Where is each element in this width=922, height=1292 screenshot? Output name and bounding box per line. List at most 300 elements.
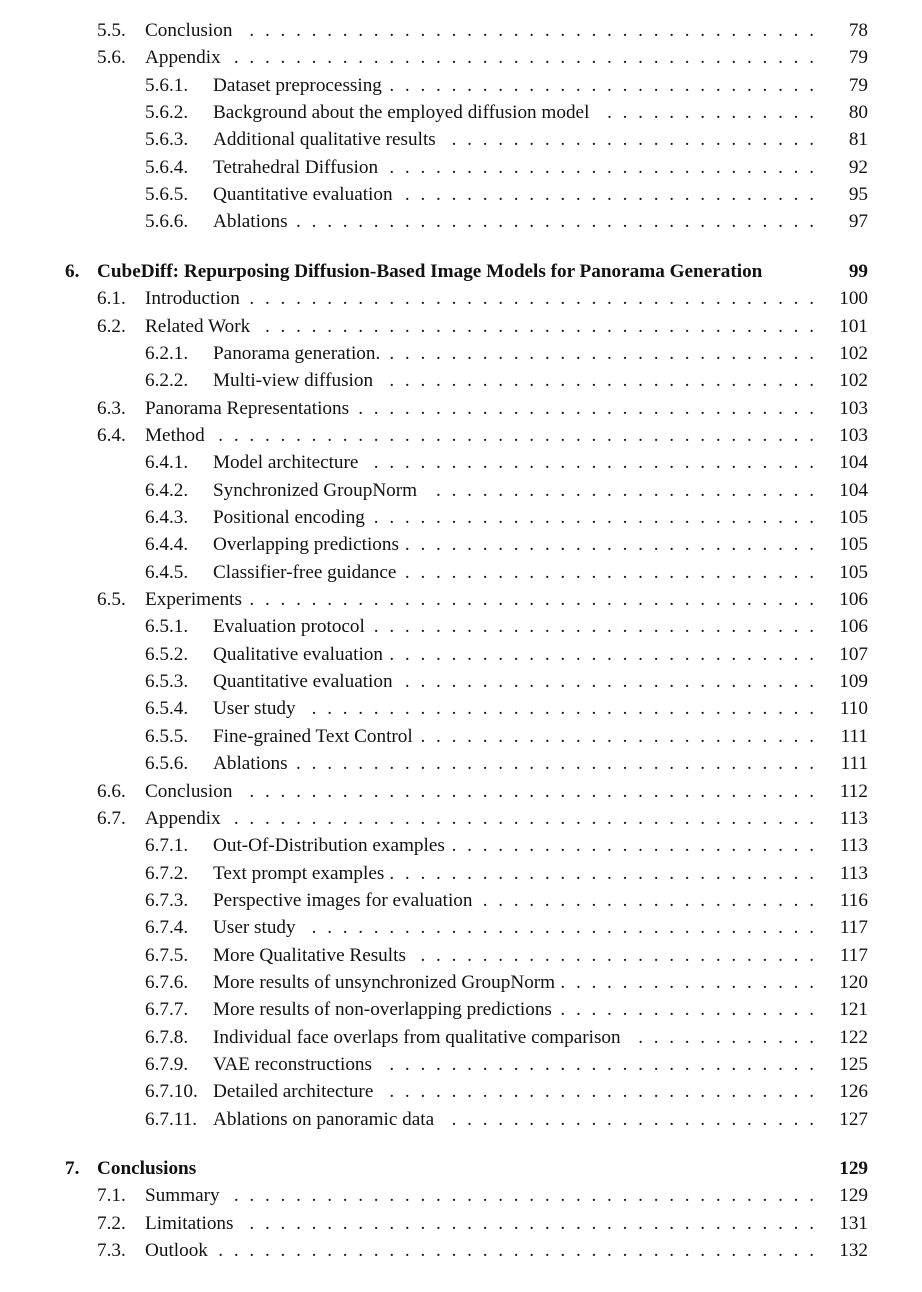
toc-entry-page-number[interactable]: 113 <box>839 862 868 884</box>
leader-dot: . <box>653 780 659 802</box>
toc-entry-subsection[interactable] <box>0 504 922 531</box>
toc-entry-subsection[interactable] <box>0 99 922 126</box>
toc-entry-title[interactable]: Text prompt examples <box>213 862 385 884</box>
leader-dot: . <box>778 1108 783 1130</box>
leader-dot: . <box>715 211 721 233</box>
leader-dot: . <box>591 999 597 1021</box>
leader-dot: . <box>513 20 519 41</box>
leader-dot: . <box>498 835 503 857</box>
leader-dot: . <box>622 561 628 583</box>
leader-dot: . <box>529 452 535 474</box>
leader-dot: . <box>513 616 519 638</box>
leader-dot: . <box>778 534 783 556</box>
toc-entry-page-number[interactable]: 111 <box>840 753 868 775</box>
leader-dot: . <box>435 74 441 96</box>
leader-dot: . <box>622 479 628 501</box>
toc-entry-title[interactable]: Additional qualitative results <box>213 129 436 151</box>
leader-dot: . <box>809 1212 814 1234</box>
leader-dot: . <box>544 184 550 206</box>
leader-dot: . <box>435 862 441 884</box>
toc-entry-subsection[interactable] <box>0 613 922 640</box>
toc-entry-page-number[interactable]: 100 <box>839 288 868 310</box>
toc-entry-title[interactable]: Multi-view diffusion <box>213 370 374 392</box>
leader-dot: . <box>482 753 488 775</box>
toc-entry-title[interactable]: Overlapping predictions <box>213 534 399 556</box>
leader-dot: . <box>529 156 535 178</box>
leader-dot: . <box>513 397 519 419</box>
leader-dot: . <box>653 862 659 884</box>
leader-dot: . <box>498 397 503 419</box>
toc-entry-title[interactable]: Perspective images for evaluation <box>213 889 473 911</box>
leader-dot: . <box>296 589 301 610</box>
toc-entry-page-number[interactable]: 121 <box>839 999 868 1021</box>
toc-entry-title[interactable]: Ablations <box>213 211 288 233</box>
toc-entry-subsection[interactable] <box>0 449 922 476</box>
leader-dot: . <box>778 999 783 1021</box>
leader-dot: . <box>809 917 814 939</box>
leader-dot: . <box>809 862 814 884</box>
leader-dot: . <box>731 561 737 583</box>
toc-entry-subsection[interactable] <box>0 695 922 722</box>
leader-dot: . <box>575 288 581 310</box>
leader-dot: . <box>700 20 706 41</box>
toc-entry-subsection[interactable] <box>0 1078 922 1105</box>
toc-entry-subsection[interactable] <box>0 996 922 1023</box>
leader-dot: . <box>653 211 659 233</box>
leader-dot: . <box>544 424 550 446</box>
leader-dot: . <box>498 561 503 583</box>
toc-entry-subsection[interactable] <box>0 723 922 750</box>
leader-dot: . <box>793 671 799 693</box>
dot-leader <box>0 1210 922 1237</box>
leader-dot: . <box>762 424 768 446</box>
leader-dot: . <box>653 1026 659 1048</box>
toc-entry-page-number[interactable]: 110 <box>839 698 868 720</box>
leader-dot: . <box>575 889 581 911</box>
leader-dot: . <box>746 753 752 775</box>
toc-entry-title[interactable]: Ablations <box>213 753 288 775</box>
toc-entry-number: 6.5.2. <box>145 643 189 665</box>
leader-dot: . <box>342 807 348 829</box>
toc-entry-page-number[interactable]: 105 <box>839 507 868 528</box>
leader-dot: . <box>342 589 348 610</box>
toc-entry-section[interactable] <box>0 1182 922 1209</box>
toc-entry-page-number[interactable]: 80 <box>848 102 868 124</box>
toc-entry-page-number[interactable]: 102 <box>839 370 868 392</box>
leader-dot: . <box>700 370 706 392</box>
toc-entry-title[interactable]: Appendix <box>145 47 221 69</box>
leader-dot: . <box>404 288 410 310</box>
toc-entry-section[interactable] <box>0 1237 922 1264</box>
leader-dot: . <box>638 889 643 911</box>
toc-entry-subsection[interactable] <box>0 126 922 153</box>
leader-dot: . <box>482 835 488 857</box>
leader-dot: . <box>653 102 659 124</box>
leader-dot: . <box>389 643 395 665</box>
toc-entry-page-number[interactable]: 113 <box>839 807 868 829</box>
leader-dot: . <box>342 47 348 69</box>
toc-entry-subsection[interactable] <box>0 887 922 914</box>
toc-entry-section[interactable] <box>0 395 922 422</box>
toc-entry-title[interactable]: More results of unsynchronized GroupNorm <box>213 971 556 993</box>
leader-dot: . <box>233 424 239 446</box>
leader-dot: . <box>746 156 752 178</box>
toc-entry-chapter[interactable] <box>0 1155 922 1182</box>
toc-entry-subsection[interactable] <box>0 208 922 235</box>
leader-dot: . <box>467 534 472 556</box>
leader-dot: . <box>778 1081 783 1103</box>
leader-dot: . <box>560 507 566 528</box>
toc-entry-page-number[interactable]: 78 <box>848 20 868 41</box>
toc-entry-title[interactable]: Evaluation protocol <box>213 616 365 638</box>
toc-entry-title[interactable]: Related Work <box>145 315 251 337</box>
toc-entry-section[interactable] <box>0 44 922 71</box>
toc-entry-subsection[interactable] <box>0 942 922 969</box>
toc-entry-title[interactable]: VAE reconstructions <box>213 1054 372 1075</box>
leader-dot: . <box>762 1240 768 1261</box>
toc-entry-subsection[interactable] <box>0 914 922 941</box>
toc-entry-title[interactable]: Summary <box>145 1185 220 1207</box>
leader-dot: . <box>544 643 550 665</box>
leader-dot: . <box>560 1054 566 1075</box>
leader-dot: . <box>451 671 457 693</box>
leader-dot: . <box>778 643 783 665</box>
toc-entry-subsection[interactable] <box>0 72 922 99</box>
toc-entry-page-number[interactable]: 102 <box>839 342 868 364</box>
leader-dot: . <box>778 971 783 993</box>
toc-entry-title[interactable]: Dataset preprocessing <box>213 74 382 96</box>
toc-entry-page-number[interactable]: 106 <box>839 616 868 638</box>
leader-dot: . <box>778 74 783 96</box>
toc-entry-title[interactable]: More Qualitative Results <box>213 944 406 966</box>
toc-entry-page-number[interactable]: 122 <box>839 1026 868 1048</box>
leader-dot: . <box>778 589 783 610</box>
leader-dot: . <box>638 616 643 638</box>
toc-entry-title[interactable]: More results of non-overlapping predictions <box>213 999 552 1021</box>
toc-entry-title[interactable]: Ablations on panoramic data <box>213 1108 435 1130</box>
toc-entry-subsection[interactable] <box>0 367 922 394</box>
leader-dot: . <box>498 1108 503 1130</box>
toc-entry-page-number[interactable]: 109 <box>839 671 868 693</box>
toc-entry-title[interactable]: Fine-grained Text Control <box>213 725 413 747</box>
leader-dot: . <box>482 725 488 747</box>
leader-dot: . <box>700 129 706 151</box>
leader-dot: . <box>358 288 364 310</box>
toc-entry-title[interactable]: Model architecture <box>213 452 359 474</box>
toc-entry-page-number[interactable]: 107 <box>839 643 868 665</box>
toc-entry-title[interactable]: Classifier-free guidance <box>213 561 397 583</box>
toc-entry-page-number[interactable]: 79 <box>848 74 868 96</box>
leader-dot: . <box>793 479 799 501</box>
leader-dot: . <box>684 1212 690 1234</box>
toc-entry-title[interactable]: Qualitative evaluation <box>213 643 383 665</box>
leader-dot: . <box>731 1185 737 1207</box>
toc-entry-subsection[interactable] <box>0 860 922 887</box>
toc-entry-page-number[interactable]: 97 <box>848 211 868 233</box>
toc-entry-section[interactable] <box>0 285 922 312</box>
leader-dot: . <box>606 1108 612 1130</box>
leader-dot: . <box>778 1026 783 1048</box>
toc-entry-section[interactable] <box>0 17 922 44</box>
toc-entry-subsection[interactable] <box>0 668 922 695</box>
toc-entry-section[interactable] <box>0 422 922 449</box>
toc-entry-page-number[interactable]: 101 <box>839 315 868 337</box>
toc-entry-subsection[interactable] <box>0 340 922 367</box>
toc-entry-page-number[interactable]: 127 <box>839 1108 868 1130</box>
toc-entry-section[interactable] <box>0 805 922 832</box>
leader-dot: . <box>560 20 566 41</box>
toc-entry-page-number[interactable]: 120 <box>839 971 868 993</box>
leader-dot: . <box>591 862 597 884</box>
toc-entry-title[interactable]: Individual face overlaps from qualitative comparison <box>213 1026 621 1048</box>
leader-dot: . <box>249 20 255 41</box>
leader-dot: . <box>684 917 690 939</box>
leader-dot: . <box>606 725 612 747</box>
toc-entry-title[interactable]: Introduction <box>145 288 240 310</box>
toc-entry-subsection[interactable] <box>0 559 922 586</box>
toc-entry-subsection[interactable] <box>0 1024 922 1051</box>
toc-entry-number: 6.4.2. <box>145 479 189 501</box>
leader-dot: . <box>420 397 426 419</box>
leader-dot: . <box>280 589 286 610</box>
toc-entry-page-number[interactable]: 81 <box>848 129 868 151</box>
leader-dot: . <box>591 1054 597 1075</box>
toc-entry-page-number[interactable]: 105 <box>839 561 868 583</box>
leader-dot: . <box>575 725 581 747</box>
leader-dot: . <box>373 397 379 419</box>
toc-entry-title[interactable]: Quantitative evaluation <box>213 184 393 206</box>
leader-dot: . <box>513 889 519 911</box>
leader-dot: . <box>606 534 612 556</box>
toc-entry-title[interactable]: Tetrahedral Diffusion <box>213 156 379 178</box>
toc-entry-subsection[interactable] <box>0 750 922 777</box>
toc-entry-page-number[interactable]: 104 <box>839 479 868 501</box>
leader-dot: . <box>529 424 535 446</box>
toc-entry-title[interactable]: Detailed architecture <box>213 1081 374 1103</box>
leader-dot: . <box>498 643 503 665</box>
leader-dot: . <box>498 1081 503 1103</box>
leader-dot: . <box>762 211 768 233</box>
toc-entry-subsection[interactable] <box>0 531 922 558</box>
leader-dot: . <box>606 698 612 720</box>
leader-dot: . <box>467 725 472 747</box>
toc-entry-page-number[interactable]: 113 <box>839 835 868 857</box>
leader-dot: . <box>498 479 503 501</box>
toc-entry-title[interactable]: Conclusions <box>97 1158 197 1179</box>
leader-dot: . <box>731 47 737 69</box>
leader-dot: . <box>280 315 286 337</box>
leader-dot: . <box>591 1081 597 1103</box>
leader-dot: . <box>264 589 270 610</box>
toc-entry-page-number[interactable]: 126 <box>839 1081 868 1103</box>
leader-dot: . <box>684 74 690 96</box>
toc-entry-title[interactable]: Method <box>145 424 205 446</box>
leader-dot: . <box>669 1026 674 1048</box>
leader-dot: . <box>575 561 581 583</box>
toc-entry-chapter[interactable] <box>0 258 922 285</box>
toc-entry-page-number[interactable]: 106 <box>839 589 868 610</box>
toc-entry-subsection[interactable] <box>0 641 922 668</box>
leader-dot: . <box>700 315 706 337</box>
leader-dot: . <box>762 156 768 178</box>
leader-dot: . <box>684 397 690 419</box>
leader-dot: . <box>793 507 799 528</box>
toc-entry-page-number[interactable]: 103 <box>839 397 868 419</box>
toc-entry-title[interactable]: Limitations <box>145 1212 234 1234</box>
leader-dot: . <box>389 20 395 41</box>
leader-dot: . <box>700 507 706 528</box>
leader-dot: . <box>575 1185 581 1207</box>
toc-entry-page-number[interactable]: 104 <box>839 452 868 474</box>
toc-entry-page-number[interactable]: 131 <box>839 1212 868 1234</box>
toc-entry-page-number[interactable]: 117 <box>839 944 868 966</box>
leader-dot: . <box>451 397 457 419</box>
leader-dot: . <box>809 616 814 638</box>
leader-dot: . <box>731 452 737 474</box>
leader-dot: . <box>591 671 597 693</box>
toc-entry-number: 6.7.2. <box>145 862 189 884</box>
toc-entry-subsection[interactable] <box>0 832 922 859</box>
leader-dot: . <box>669 1212 674 1234</box>
leader-dot: . <box>778 917 783 939</box>
leader-dot: . <box>809 671 814 693</box>
toc-entry-section[interactable] <box>0 313 922 340</box>
leader-dot: . <box>700 288 706 310</box>
leader-dot: . <box>731 288 737 310</box>
leader-dot: . <box>451 129 457 151</box>
leader-dot: . <box>420 561 426 583</box>
leader-dot: . <box>295 211 301 233</box>
leader-dot: . <box>638 643 643 665</box>
leader-dot: . <box>778 1240 783 1261</box>
toc-entry-page-number[interactable]: 79 <box>848 47 868 69</box>
toc-entry-subsection[interactable] <box>0 1051 922 1078</box>
toc-entry-title[interactable]: Panorama Representations <box>145 397 350 419</box>
leader-dot: . <box>373 424 379 446</box>
toc-entry-page-number[interactable]: 116 <box>839 889 868 911</box>
leader-dot: . <box>544 698 550 720</box>
leader-dot: . <box>809 370 814 392</box>
leader-dot: . <box>684 616 690 638</box>
toc-entry-subsection[interactable] <box>0 181 922 208</box>
leader-dot: . <box>498 725 503 747</box>
leader-dot: . <box>778 671 783 693</box>
leader-dot: . <box>218 424 224 446</box>
leader-dot: . <box>435 47 441 69</box>
leader-dot: . <box>575 156 581 178</box>
dot-leader <box>0 860 922 887</box>
toc-entry-page-number[interactable]: 105 <box>839 534 868 556</box>
toc-entry-title[interactable]: Conclusion <box>145 780 233 802</box>
leader-dot: . <box>544 807 550 829</box>
toc-entry-section[interactable] <box>0 778 922 805</box>
leader-dot: . <box>560 671 566 693</box>
leader-dot: . <box>731 1240 737 1261</box>
toc-entry-number: 7.3. <box>97 1240 126 1261</box>
toc-entry-page-number[interactable]: 129 <box>839 1185 868 1207</box>
leader-dot: . <box>498 780 503 802</box>
toc-entry-page-number[interactable]: 95 <box>848 184 868 206</box>
leader-dot: . <box>327 917 332 939</box>
toc-entry-title[interactable]: Synchronized GroupNorm <box>213 479 418 501</box>
toc-entry-page-number[interactable]: 112 <box>839 780 868 802</box>
leader-dot: . <box>669 780 674 802</box>
leader-dot: . <box>591 370 597 392</box>
leader-dot: . <box>560 589 566 610</box>
dot-leader <box>0 1078 922 1105</box>
leader-dot: . <box>591 315 597 337</box>
leader-dot: . <box>762 1185 768 1207</box>
toc-entry-page-number[interactable]: 132 <box>839 1240 868 1261</box>
leader-dot: . <box>715 315 721 337</box>
leader-dot: . <box>715 643 721 665</box>
leader-dot: . <box>482 671 488 693</box>
toc-entry-section[interactable] <box>0 586 922 613</box>
leader-dot: . <box>280 20 286 41</box>
toc-entry-title[interactable]: Experiments <box>145 589 242 610</box>
leader-dot: . <box>731 1026 737 1048</box>
toc-entry-title[interactable]: Appendix <box>145 807 221 829</box>
toc-entry-subsection[interactable] <box>0 154 922 181</box>
leader-dot: . <box>420 20 426 41</box>
leader-dot: . <box>622 1185 628 1207</box>
leader-dot: . <box>653 589 659 610</box>
toc-entry-title[interactable]: Conclusion <box>145 20 233 41</box>
toc-entry-subsection[interactable] <box>0 969 922 996</box>
toc-entry-title[interactable]: User study <box>213 917 296 939</box>
leader-dot: . <box>793 1212 799 1234</box>
leader-dot: . <box>389 397 395 419</box>
toc-entry-title[interactable]: Background about the employed diffusion model <box>213 102 590 124</box>
leader-dot: . <box>669 20 674 41</box>
leader-dot: . <box>638 862 643 884</box>
toc-entry-page-number[interactable]: 92 <box>848 156 868 178</box>
dot-leader <box>0 996 922 1023</box>
leader-dot: . <box>575 807 581 829</box>
toc-entry-title[interactable]: CubeDiff: Repurposing Diffusion-Based Image Models for Panorama Generation <box>97 260 763 282</box>
dot-leader <box>0 154 922 181</box>
leader-dot: . <box>746 1054 752 1075</box>
toc-entry-subsection[interactable] <box>0 477 922 504</box>
toc-entry-page-number[interactable]: 117 <box>839 917 868 939</box>
leader-dot: . <box>389 211 395 233</box>
leader-dot: . <box>653 561 659 583</box>
leader-dot: . <box>498 370 503 392</box>
toc-entry-page-number[interactable]: 111 <box>840 725 868 747</box>
toc-entry-page-number[interactable]: 129 <box>839 1158 868 1179</box>
toc-entry-page-number[interactable]: 103 <box>839 424 868 446</box>
leader-dot: . <box>529 20 535 41</box>
toc-entry-section[interactable] <box>0 1210 922 1237</box>
toc-entry-title[interactable]: Panorama generation. <box>213 342 381 364</box>
toc-entry-page-number[interactable]: 99 <box>848 260 868 282</box>
leader-dot: . <box>746 807 752 829</box>
dot-leader <box>0 126 922 153</box>
leader-dot: . <box>746 725 752 747</box>
toc-entry-title[interactable]: Quantitative evaluation <box>213 671 393 693</box>
dot-leader <box>0 313 922 340</box>
leader-dot: . <box>684 534 690 556</box>
toc-entry-title[interactable]: Positional encoding <box>213 507 365 528</box>
toc-entry-title[interactable]: User study <box>213 698 296 720</box>
toc-entry-page-number[interactable]: 125 <box>839 1054 868 1075</box>
toc-entry-title[interactable]: Out-Of-Distribution examples <box>213 835 445 857</box>
leader-dot: . <box>544 479 550 501</box>
leader-dot: . <box>544 370 550 392</box>
toc-entry-title[interactable]: Outlook <box>145 1240 208 1261</box>
toc-entry-subsection[interactable] <box>0 1106 922 1133</box>
leader-dot: . <box>311 424 317 446</box>
